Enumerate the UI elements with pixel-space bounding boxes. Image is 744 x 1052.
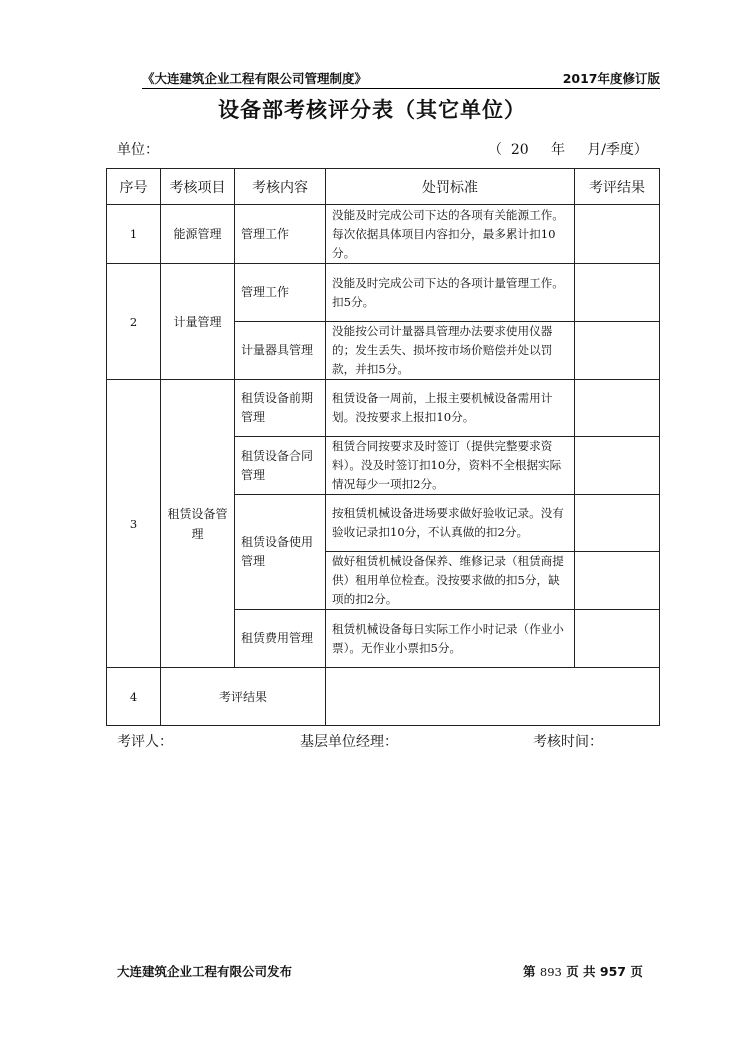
table-row [107,380,660,437]
page-suffix: 页 [630,964,643,979]
period-label: （ 20 年 月/季度） [488,142,648,158]
final-result-label: 考评结果 [161,668,326,726]
row-result-cell[interactable] [575,437,660,495]
row-result-cell[interactable] [575,205,660,264]
manager-label: 基层单位经理： [300,734,398,750]
row-standard: 做好租赁机械设备保养、维修记录（租赁商提供）租用单位检查。没按要求做的扣5分，缺项的扣2分。 [326,552,575,610]
row-no: 3 [107,380,161,668]
table-row [107,205,660,264]
header-no: 序号 [107,169,161,205]
page-total: 957 [599,964,626,979]
row-result-cell[interactable] [575,380,660,437]
table-row [107,264,660,322]
final-result-row [107,668,660,726]
footer-page-number [523,962,643,980]
evaluation-time-label: 考核时间： [533,734,603,750]
row-item: 能源管理 [161,205,235,264]
row-standard: 按租赁机械设备进场要求做好验收记录。没有验收记录扣10分，不认真做的扣2分。 [326,495,575,552]
table-header-row [107,169,660,205]
row-result-cell[interactable] [575,322,660,380]
row-standard: 租赁合同按要求及时签订（提供完整要求资料）。没及时签订扣10分，资料不全根据实际情况每少一项扣2分。 [326,437,575,495]
header-edition: 2017年度修订版 [562,71,660,86]
header-content: 考核内容 [235,169,326,205]
row-content: 管理工作 [235,205,326,264]
row-no: 1 [107,205,161,264]
row-result-cell[interactable] [575,495,660,552]
row-content: 租赁费用管理 [235,610,326,668]
header-standard: 处罚标准 [326,169,575,205]
row-item: 计量管理 [161,264,235,380]
row-standard: 租赁设备一周前，上报主要机械设备需用计划。没按要求上报扣10分。 [326,380,575,437]
footer-publisher: 大连建筑企业工程有限公司发布 [117,964,293,979]
row-content: 计量器具管理 [235,322,326,380]
row-result-cell[interactable] [575,610,660,668]
page-current: 893 [539,965,562,979]
unit-label: 单位： [117,142,159,158]
row-no: 2 [107,264,161,380]
row-standard: 没能按公司计量器具管理办法要求使用仪器的；发生丢失、损坏按市场价赔偿并处以罚款，并扣5分。 [326,322,575,380]
header-result: 考评结果 [575,169,660,205]
page-header [142,68,660,89]
row-item: 租赁设备管理 [161,380,235,668]
row-standard: 没能及时完成公司下达的各项有关能源工作。每次依据具体项目内容扣分，最多累计扣10分。 [326,205,575,264]
row-standard: 租赁机械设备每日实际工作小时记录（作业小票）。无作业小票扣5分。 [326,610,575,668]
evaluator-label: 考评人： [117,734,173,750]
row-content: 租赁设备前期管理 [235,380,326,437]
row-content: 管理工作 [235,264,326,322]
final-result-cell[interactable] [326,668,660,726]
final-row-no: 4 [107,668,161,726]
page-mid: 页 共 [566,964,596,979]
row-result-cell[interactable] [575,552,660,610]
header-item: 考核项目 [161,169,235,205]
row-content: 租赁设备使用管理 [235,495,326,610]
row-standard: 没能及时完成公司下达的各项计量管理工作。扣5分。 [326,264,575,322]
row-content: 租赁设备合同管理 [235,437,326,495]
row-result-cell[interactable] [575,264,660,322]
header-doc-title: 《大连建筑企业工程有限公司管理制度》 [142,71,368,86]
page-title: 设备部考核评分表（其它单位） [218,98,526,122]
page-prefix: 第 [523,964,536,979]
scoring-table [106,168,660,726]
